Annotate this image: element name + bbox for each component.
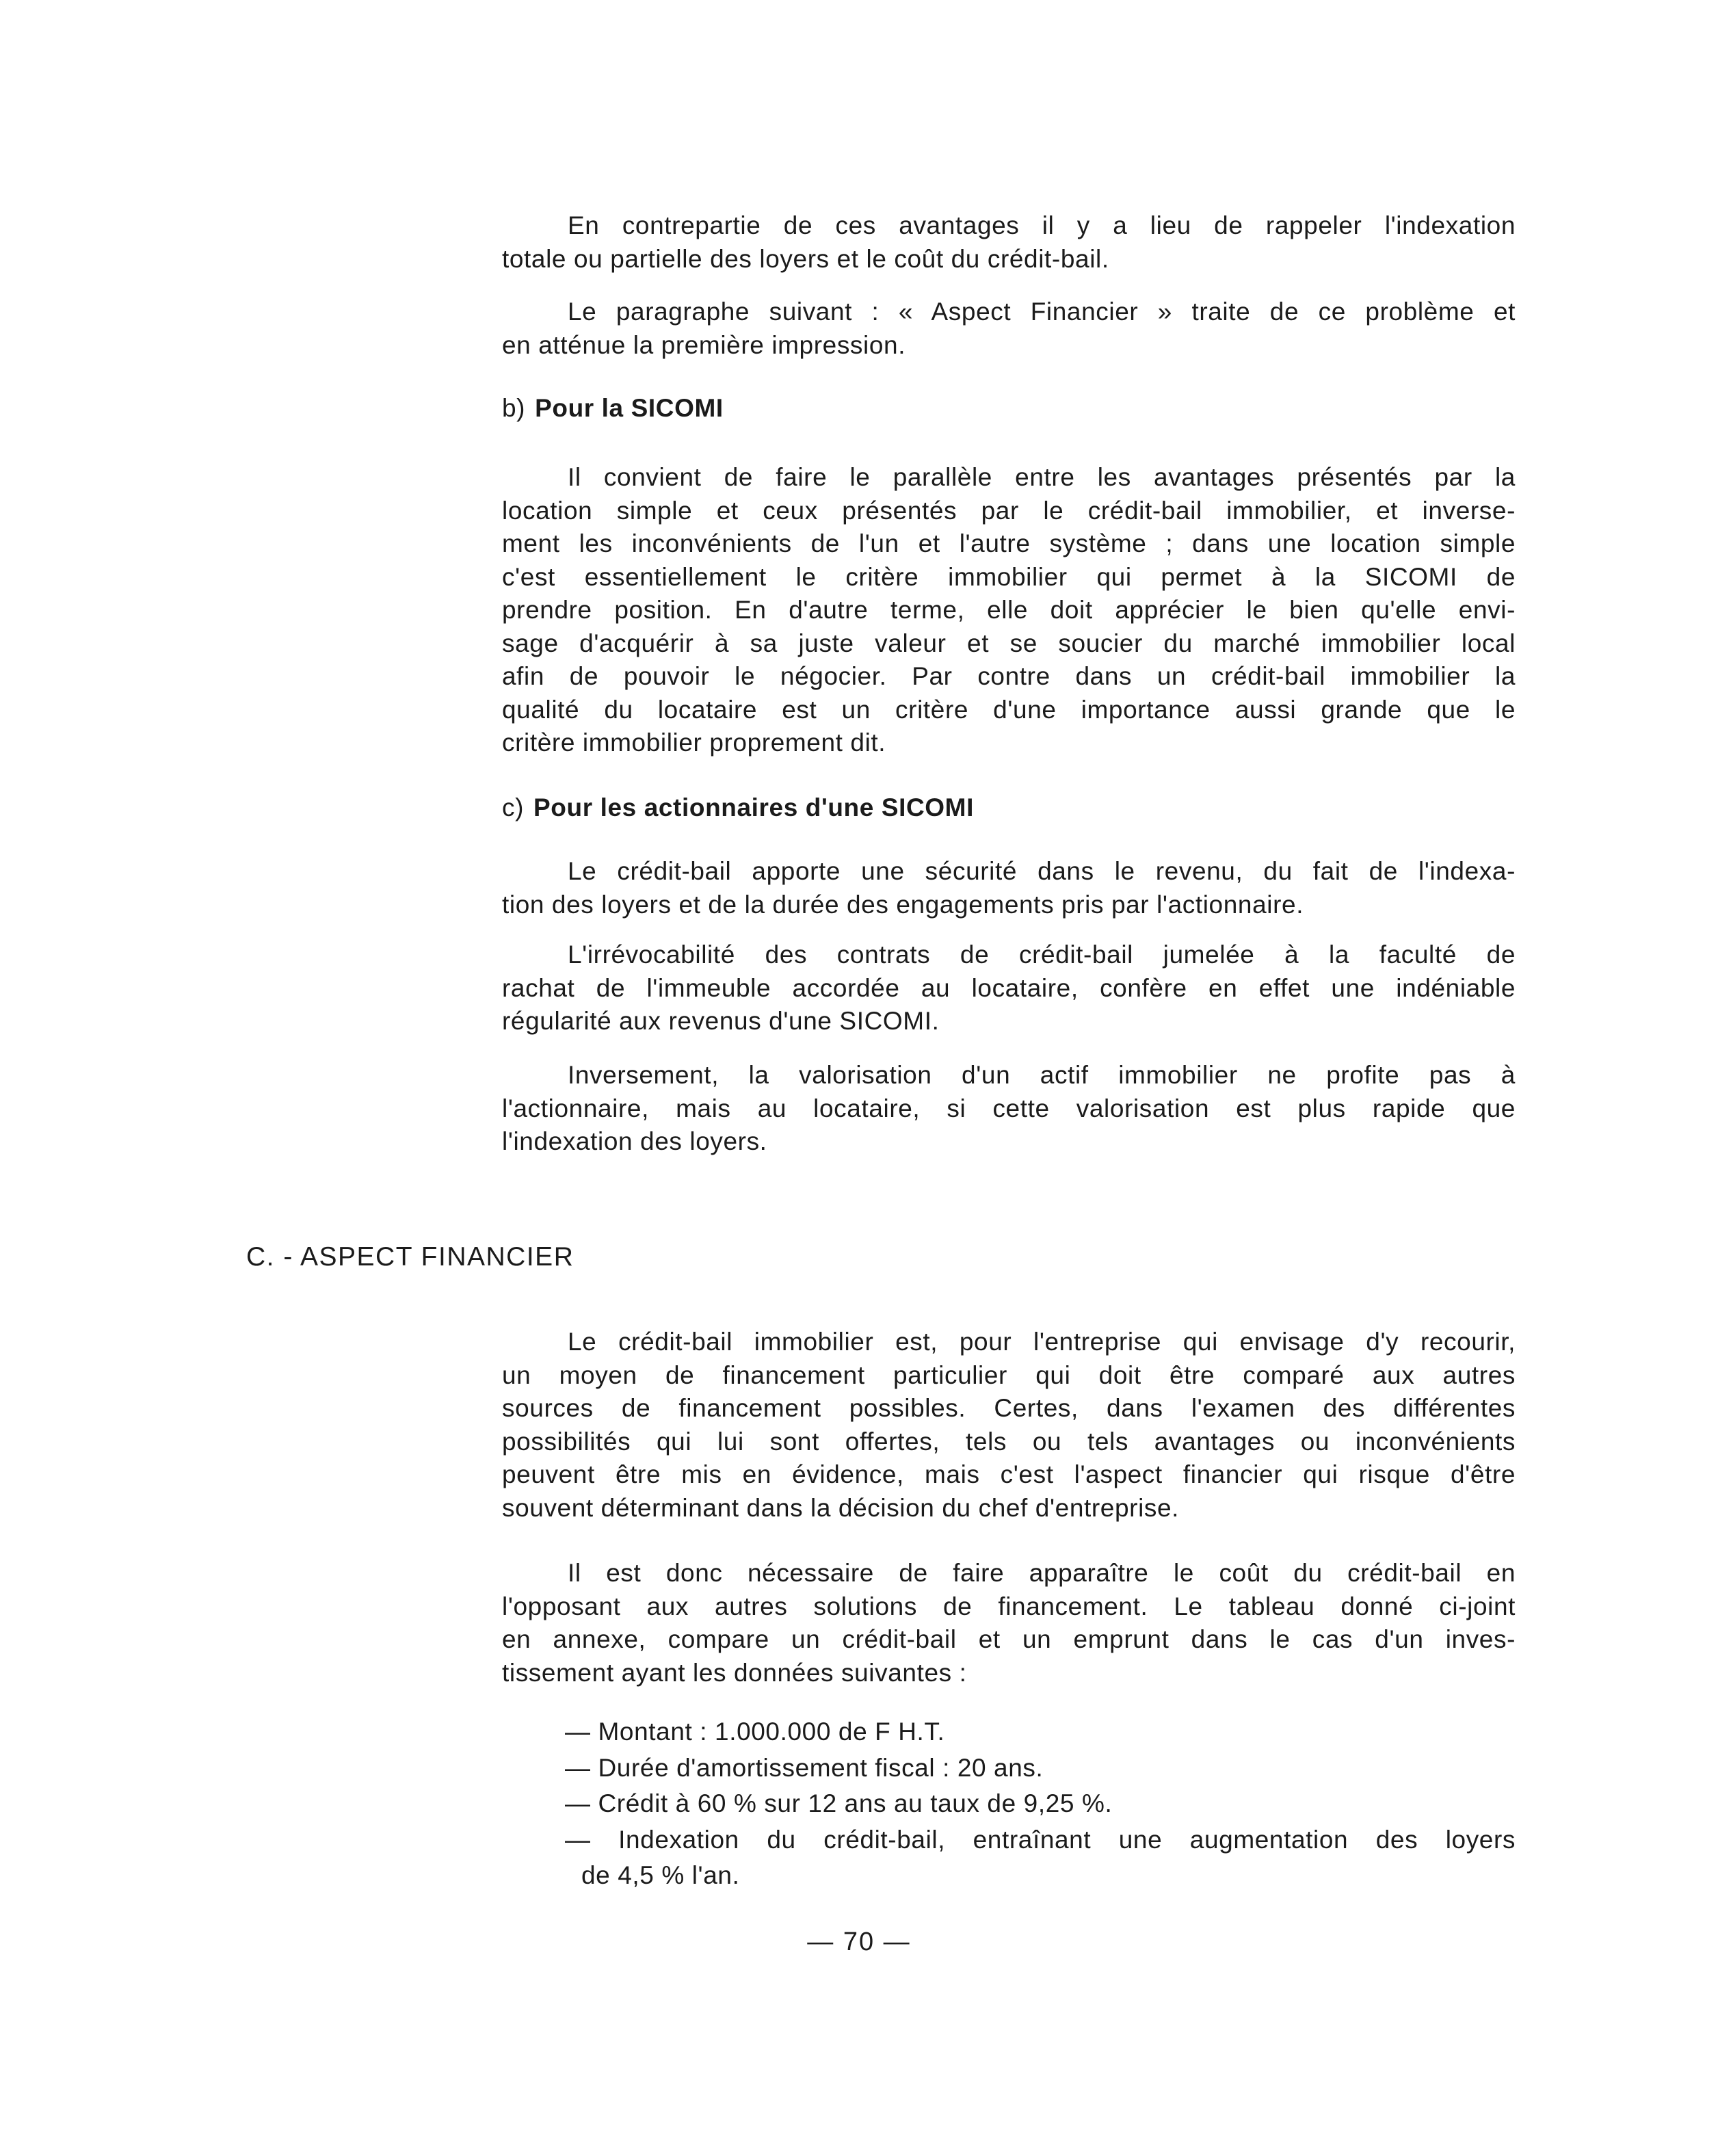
paragraph-line: l'actionnaire, mais au locataire, si cette valorisation est plus rapide que xyxy=(502,1094,1516,1122)
paragraph-line: afin de pouvoir le négocier. Par contre dans un crédit-bail immobilier la xyxy=(502,662,1516,690)
list-item: — Montant : 1.000.000 de F H.T. xyxy=(565,1718,945,1746)
paragraph-line: totale ou partielle des loyers et le coût du crédit-bail. xyxy=(502,244,1109,273)
paragraph-line: régularité aux revenus d'une SICOMI. xyxy=(502,1007,940,1035)
paragraph-line: sage d'acquérir à sa juste valeur et se soucier du marché immobilier local xyxy=(502,629,1516,657)
paragraph-line: sources de financement possibles. Certes, dans l'examen des différentes xyxy=(502,1394,1516,1422)
paragraph-line: Il convient de faire le parallèle entre les avantages présentés par la xyxy=(568,463,1516,491)
paragraph-line: Le crédit-bail apporte une sécurité dans le revenu, du fait de l'indexa- xyxy=(568,857,1516,885)
subheading-c xyxy=(502,793,1516,822)
paragraph-line: L'irrévocabilité des contrats de crédit-bail jumelée à la faculté de xyxy=(568,941,1516,969)
subheading-title: Pour les actionnaires d'une SICOMI xyxy=(533,793,974,821)
list-item: — Durée d'amortissement fiscal : 20 ans. xyxy=(565,1753,1044,1782)
paragraph-line: c'est essentiellement le critère immobilier qui permet à la SICOMI de xyxy=(502,562,1516,591)
paragraph-line: qualité du locataire est un critère d'une importance aussi grande que le xyxy=(502,695,1516,724)
paragraph xyxy=(502,295,1516,362)
section-heading: C. - ASPECT FINANCIER xyxy=(246,1242,574,1272)
paragraph-line: l'opposant aux autres solutions de financement. Le tableau donné ci-joint xyxy=(502,1592,1516,1620)
paragraph-line: prendre position. En d'autre terme, elle doit apprécier le bien qu'elle envi- xyxy=(502,596,1516,624)
paragraph-line: possibilités qui lui sont offertes, tels ou tels avantages ou inconvénients xyxy=(502,1427,1516,1456)
paragraph-line: en atténue la première impression. xyxy=(502,330,906,359)
paragraph-line: location simple et ceux présentés par le crédit-bail immobilier, et inverse- xyxy=(502,496,1516,525)
paragraph-line: l'indexation des loyers. xyxy=(502,1127,767,1155)
paragraph-line: souvent déterminant dans la décision du chef d'entreprise. xyxy=(502,1493,1180,1522)
paragraph-line: Il est donc nécessaire de faire apparaître le coût du crédit-bail en xyxy=(568,1559,1516,1587)
paragraph-line: tissement ayant les données suivantes : xyxy=(502,1658,967,1687)
paragraph xyxy=(502,1059,1516,1159)
data-list xyxy=(502,1714,1516,1894)
paragraph-line: Le paragraphe suivant : « Aspect Financier » traite de ce problème et xyxy=(568,298,1516,326)
paragraph-line: Inversement, la valorisation d'un actif immobilier ne profite pas à xyxy=(568,1061,1516,1089)
list-item: — Indexation du crédit-bail, entraînant une augmentation des loyers xyxy=(565,1825,1516,1854)
paragraph-line: ment les inconvénients de l'un et l'autre système ; dans une location simple xyxy=(502,529,1516,557)
paragraph xyxy=(502,209,1516,276)
paragraph-line: rachat de l'immeuble accordée au locataire, confère en effet une indéniable xyxy=(502,973,1516,1002)
paragraph-line: Le crédit-bail immobilier est, pour l'entreprise qui envisage d'y recourir, xyxy=(568,1328,1516,1356)
paragraph xyxy=(502,1326,1516,1525)
list-item-continuation: de 4,5 % l'an. xyxy=(581,1861,740,1890)
paragraph xyxy=(502,1557,1516,1690)
subheading-b xyxy=(502,394,1516,423)
paragraph xyxy=(502,855,1516,921)
paragraph-line: peuvent être mis en évidence, mais c'est l'aspect financier qui risque d'être xyxy=(502,1460,1516,1488)
paragraph-line: en annexe, compare un crédit-bail et un emprunt dans le cas d'un inves- xyxy=(502,1625,1516,1653)
paragraph-line: critère immobilier proprement dit. xyxy=(502,728,886,757)
paragraph-line: En contrepartie de ces avantages il y a lieu de rappeler l'indexation xyxy=(568,211,1516,239)
paragraph xyxy=(502,938,1516,1038)
paragraph-line: un moyen de financement particulier qui doit être comparé aux autres xyxy=(502,1360,1516,1389)
subheading-title: Pour la SICOMI xyxy=(535,394,724,422)
list-item: — Crédit à 60 % sur 12 ans au taux de 9,25 %. xyxy=(565,1789,1113,1818)
paragraph xyxy=(502,461,1516,760)
subheading-marker: b) xyxy=(502,394,526,422)
page-number: — 70 — xyxy=(807,1928,911,1956)
subheading-marker: c) xyxy=(502,793,525,821)
paragraph-line: tion des loyers et de la durée des engagements pris par l'actionnaire. xyxy=(502,890,1304,919)
